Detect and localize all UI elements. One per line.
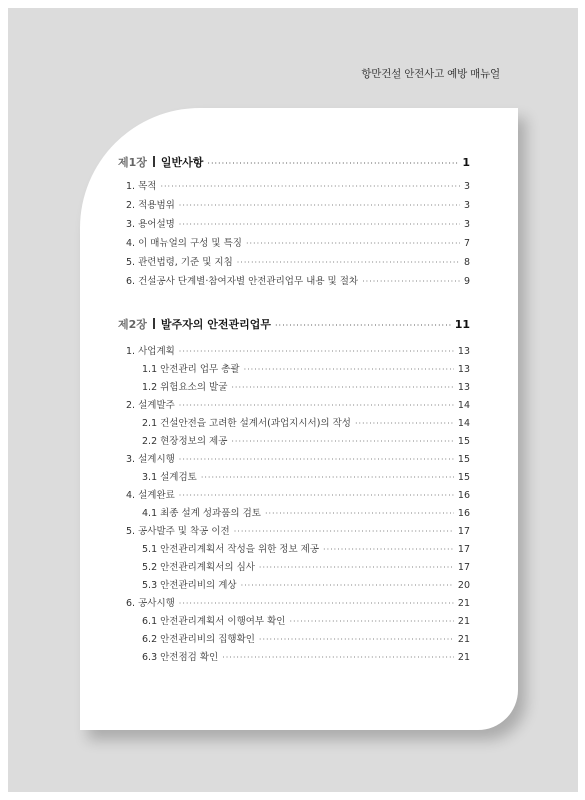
toc-entry-label: 3.1 설계검토 (142, 472, 197, 483)
toc-subentry[interactable] (142, 541, 470, 555)
toc-entry[interactable] (126, 197, 470, 211)
dot-leader (275, 321, 451, 330)
dot-leader (231, 383, 454, 392)
toc-entry-label: 6.1 안전관리계획서 이행여부 확인 (142, 616, 286, 627)
toc-entry[interactable] (126, 595, 470, 609)
toc-card (80, 108, 518, 730)
toc-entry-page: 17 (457, 526, 470, 537)
toc-subentry[interactable] (142, 469, 470, 483)
chapter-1-heading[interactable] (118, 154, 470, 170)
toc-subentry[interactable] (142, 361, 470, 375)
toc-entry-page: 8 (463, 257, 470, 268)
toc-entry-label: 6. 공사시행 (126, 598, 175, 609)
dot-leader (160, 182, 460, 191)
toc-entry-page: 16 (457, 490, 470, 501)
toc-entry-label: 3. 설계시행 (126, 454, 175, 465)
dot-leader (362, 277, 460, 286)
toc-subentry[interactable] (142, 631, 470, 645)
dot-leader (244, 365, 454, 374)
toc-subentry[interactable] (142, 577, 470, 591)
chapter-2-heading[interactable] (118, 316, 470, 332)
toc-entry[interactable] (126, 273, 470, 287)
toc-entry-label: 6.2 안전관리비의 집행확인 (142, 634, 255, 645)
toc-entry[interactable] (126, 487, 470, 501)
toc-subentry[interactable] (142, 559, 470, 573)
toc-entry-label: 6. 건설공사 단계별·참여자별 안전관리업무 내용 및 절차 (126, 276, 359, 287)
toc-entry[interactable] (126, 235, 470, 249)
toc-entry-page: 21 (457, 598, 470, 609)
dot-leader (246, 239, 460, 248)
chapter-2-number: 제2장 (118, 318, 147, 331)
toc-entry-label: 1.2 위험요소의 발굴 (142, 382, 228, 393)
dot-leader (179, 220, 460, 229)
toc-entry-page: 17 (457, 562, 470, 573)
toc-entry-page: 14 (457, 418, 470, 429)
toc-entry-label: 2.1 건설안전을 고려한 설계서(과업지시서)의 작성 (142, 418, 351, 429)
toc-subentry[interactable] (142, 415, 470, 429)
toc-entry-label: 5.3 안전관리비의 계상 (142, 580, 237, 591)
toc-entry-label: 3. 용어설명 (126, 219, 175, 230)
toc-entry-label: 4. 이 매뉴얼의 구성 및 특징 (126, 238, 242, 249)
toc-entry-label: 1. 목적 (126, 181, 157, 192)
toc-entry-label: 4. 설계완료 (126, 490, 175, 501)
toc-entry-page: 20 (457, 580, 470, 591)
dot-leader (179, 491, 454, 500)
toc-entry-page: 3 (463, 181, 470, 192)
chapter-2-page: 11 (454, 318, 470, 331)
document-page (8, 8, 578, 792)
toc-entry-label: 6.3 안전점검 확인 (142, 652, 219, 663)
toc-subentry[interactable] (142, 505, 470, 519)
toc-entry[interactable] (126, 343, 470, 357)
toc-subentry[interactable] (142, 433, 470, 447)
toc-entry-page: 13 (457, 364, 470, 375)
toc-entry-label: 2.2 현장정보의 제공 (142, 436, 228, 447)
dot-leader (259, 635, 454, 644)
dot-leader (222, 653, 454, 662)
dot-leader (179, 401, 454, 410)
chapter-1-number: 제1장 (118, 156, 147, 169)
dot-leader (323, 545, 454, 554)
toc-entry-page: 7 (463, 238, 470, 249)
toc-entry-label: 1.1 안전관리 업무 총괄 (142, 364, 240, 375)
toc-entry-page: 17 (457, 544, 470, 555)
dot-leader (201, 473, 454, 482)
toc-entry-page: 3 (463, 219, 470, 230)
dot-leader (179, 455, 454, 464)
toc-entry-page: 15 (457, 472, 470, 483)
toc-entry-page: 21 (457, 616, 470, 627)
toc-subentry[interactable] (142, 613, 470, 627)
toc-entry[interactable] (126, 451, 470, 465)
dot-leader (289, 617, 453, 626)
toc-entry-page: 3 (463, 200, 470, 211)
chapter-2-title: 발주자의 안전관리업무 (160, 318, 271, 331)
chapter-1-title: 일반사항 (160, 156, 204, 169)
toc-entry[interactable] (126, 523, 470, 537)
toc-entry-label: 5.2 안전관리계획서의 심사 (142, 562, 255, 573)
toc-subentry[interactable] (142, 379, 470, 393)
dot-leader (237, 258, 460, 267)
toc-entry-page: 14 (457, 400, 470, 411)
toc-entry[interactable] (126, 397, 470, 411)
dot-leader (207, 159, 458, 168)
dot-leader (179, 599, 454, 608)
toc-entry-page: 13 (457, 346, 470, 357)
dot-leader (234, 527, 454, 536)
dot-leader (179, 201, 460, 210)
toc-entry-page: 21 (457, 652, 470, 663)
toc-entry-page: 15 (457, 436, 470, 447)
toc-entry-label: 2. 설계발주 (126, 400, 175, 411)
toc-entry-label: 2. 적용범위 (126, 200, 175, 211)
dot-leader (259, 563, 454, 572)
dot-leader (241, 581, 454, 590)
toc-entry-page: 13 (457, 382, 470, 393)
toc-entry-label: 5. 관련법령, 기준 및 지침 (126, 257, 233, 268)
chapter-1-page: 1 (462, 156, 470, 169)
toc-entry-page: 15 (457, 454, 470, 465)
dot-leader (355, 419, 454, 428)
toc-entry-page: 21 (457, 634, 470, 645)
toc-entry-page: 9 (463, 276, 470, 287)
header-title: 항만건설 안전사고 예방 매뉴얼 (361, 68, 500, 80)
toc-entry-page: 16 (457, 508, 470, 519)
toc-entry-label: 5. 공사발주 및 착공 이전 (126, 526, 230, 537)
toc-entry-label: 1. 사업계획 (126, 346, 175, 357)
toc-entry-label: 4.1 최종 설계 성과품의 검토 (142, 508, 261, 519)
toc-entry[interactable] (126, 254, 470, 268)
chapter-divider-bar (153, 318, 155, 329)
dot-leader (265, 509, 454, 518)
toc-entry[interactable] (126, 216, 470, 230)
dot-leader (179, 347, 454, 356)
toc-subentry[interactable] (142, 649, 470, 663)
chapter-divider-bar (153, 156, 155, 167)
dot-leader (231, 437, 454, 446)
toc-entry-label: 5.1 안전관리계획서 작성을 위한 정보 제공 (142, 544, 320, 555)
toc-entry[interactable] (126, 178, 470, 192)
